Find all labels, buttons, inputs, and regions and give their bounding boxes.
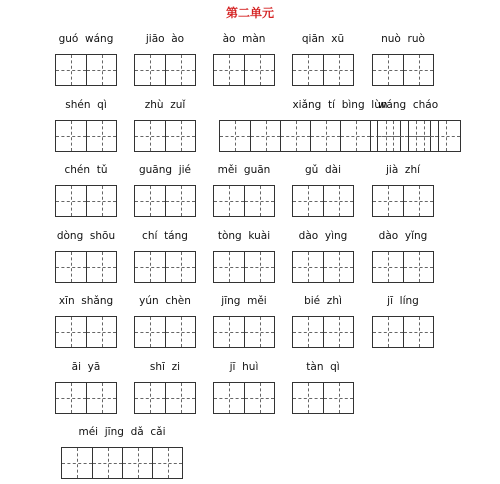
pinyin-label: yún chèn [139,295,191,307]
tianzige-cell[interactable] [214,252,244,282]
writing-box-group [292,316,354,348]
vocab-item [55,98,117,152]
writing-box-group [292,382,354,414]
tianzige-cell[interactable] [293,186,323,216]
tianzige-cell[interactable] [56,383,86,413]
tianzige-cell[interactable] [244,186,274,216]
tianzige-cell[interactable] [323,55,353,85]
tianzige-cell[interactable] [310,121,340,151]
tianzige-cell[interactable] [86,121,116,151]
tianzige-cell[interactable] [293,317,323,347]
pinyin-label: nuò ruò [381,33,425,45]
writing-box-group [55,382,117,414]
vocab-item [55,294,117,348]
tianzige-cell[interactable] [403,252,433,282]
tianzige-cell[interactable] [86,252,116,282]
writing-box-group [292,251,354,283]
tianzige-cell[interactable] [373,55,403,85]
vocab-item [292,294,354,348]
writing-box-group [134,382,196,414]
tianzige-cell[interactable] [86,383,116,413]
writing-box-group [134,251,196,283]
tianzige-cell[interactable] [378,121,408,151]
writing-box-group [55,120,117,152]
tianzige-cell[interactable] [373,186,403,216]
tianzige-cell[interactable] [250,121,280,151]
pinyin-label: dòng shōu [56,230,116,242]
vocab-item [372,229,434,283]
pinyin-label: shén qì [65,99,107,111]
tianzige-cell[interactable] [86,186,116,216]
vocab-item [134,294,196,348]
tianzige-cell[interactable] [165,383,195,413]
vocab-item [372,163,434,217]
tianzige-cell[interactable] [165,55,195,85]
tianzige-cell[interactable] [62,448,92,478]
vocab-item [134,163,196,217]
tianzige-cell[interactable] [165,317,195,347]
tianzige-cell[interactable] [135,121,165,151]
tianzige-cell[interactable] [373,317,403,347]
tianzige-cell[interactable] [56,121,86,151]
tianzige-cell[interactable] [403,186,433,216]
writing-box-group [372,185,434,217]
writing-box-group [377,120,439,152]
tianzige-cell[interactable] [56,55,86,85]
pinyin-label: ào màn [222,33,266,45]
writing-box-group [134,120,196,152]
page-title: 第二单元 [225,6,274,20]
tianzige-cell[interactable] [280,121,310,151]
vocab-item [61,425,183,479]
vocab-item [213,163,275,217]
tianzige-cell[interactable] [244,317,274,347]
vocab-item [292,360,354,414]
tianzige-cell[interactable] [135,252,165,282]
tianzige-cell[interactable] [293,252,323,282]
tianzige-cell[interactable] [323,383,353,413]
tianzige-cell[interactable] [165,121,195,151]
pinyin-label: chén tǔ [64,164,108,176]
writing-box-group [372,54,434,86]
tianzige-cell[interactable] [244,252,274,282]
tianzige-cell[interactable] [122,448,152,478]
pinyin-label: jiāo ào [145,33,185,45]
tianzige-cell[interactable] [323,317,353,347]
vocab-item [213,229,275,283]
pinyin-label: jīng měi [221,295,267,307]
writing-box-group [372,316,434,348]
pinyin-label: āi yā [71,361,101,373]
writing-box-group [213,316,275,348]
tianzige-cell[interactable] [220,121,250,151]
writing-box-group [213,251,275,283]
writing-box-group [61,447,183,479]
writing-box-group [213,185,275,217]
writing-box-group [134,316,196,348]
tianzige-cell[interactable] [135,317,165,347]
vocab-item [134,229,196,283]
pinyin-label: dào yǐng [378,230,428,242]
tianzige-cell[interactable] [323,186,353,216]
tianzige-cell[interactable] [135,186,165,216]
writing-box-group [213,54,275,86]
vocab-item [377,98,439,152]
writing-box-group [213,382,275,414]
pinyin-label: jī huì [229,361,259,373]
pinyin-label: méi jīng dǎ cǎi [78,426,166,438]
tianzige-cell[interactable] [135,55,165,85]
tianzige-cell[interactable] [323,252,353,282]
vocab-item [55,163,117,217]
pinyin-label: shī zi [149,361,181,373]
tianzige-cell[interactable] [340,121,370,151]
writing-box-group [292,185,354,217]
pinyin-label: xīn shǎng [58,295,114,307]
tianzige-cell[interactable] [92,448,122,478]
tianzige-cell[interactable] [244,55,274,85]
tianzige-cell[interactable] [86,317,116,347]
writing-box-group [134,54,196,86]
vocab-item [292,229,354,283]
pinyin-label: xiǎng tí bìng lùn [292,99,388,111]
tianzige-cell[interactable] [214,55,244,85]
tianzige-cell[interactable] [293,383,323,413]
tianzige-cell[interactable] [373,252,403,282]
pinyin-label: tòng kuài [217,230,271,242]
vocab-item [213,360,275,414]
writing-box-group [292,54,354,86]
pinyin-label: gǔ dài [304,164,341,176]
vocab-item [213,32,275,86]
vocab-item [213,294,275,348]
tianzige-cell[interactable] [214,186,244,216]
tianzige-cell[interactable] [56,317,86,347]
tianzige-cell[interactable] [152,448,182,478]
vocab-item [292,32,354,86]
vocab-item [55,32,117,86]
tianzige-cell[interactable] [165,252,195,282]
tianzige-cell[interactable] [408,121,438,151]
vocab-item [134,360,196,414]
vocab-item [372,32,434,86]
pinyin-label: zhù zuǐ [144,99,186,111]
writing-box-group [55,54,117,86]
tianzige-cell[interactable] [293,55,323,85]
writing-box-group [55,316,117,348]
pinyin-label: qiān xū [301,33,345,45]
writing-box-group [55,251,117,283]
vocab-item [292,163,354,217]
writing-box-group [134,185,196,217]
pinyin-label: guó wáng [58,33,114,45]
pinyin-label: wáng cháo [377,99,439,111]
pinyin-label: jī líng [387,295,419,307]
writing-box-group [55,185,117,217]
tianzige-cell[interactable] [135,383,165,413]
pinyin-label: měi guān [217,164,271,176]
tianzige-cell[interactable] [56,252,86,282]
vocab-item [372,294,434,348]
pinyin-label: bié zhì [304,295,342,307]
pinyin-label: dào yìng [298,230,348,242]
tianzige-cell[interactable] [244,383,274,413]
writing-box-group [372,251,434,283]
pinyin-label: tàn qì [306,361,340,373]
vocab-item [55,229,117,283]
vocab-item [134,32,196,86]
vocab-item [134,98,196,152]
tianzige-cell[interactable] [214,317,244,347]
pinyin-label: jià zhí [385,164,421,176]
tianzige-cell[interactable] [403,55,433,85]
pinyin-label: guāng jié [138,164,192,176]
tianzige-cell[interactable] [86,55,116,85]
tianzige-cell[interactable] [403,317,433,347]
tianzige-cell[interactable] [214,383,244,413]
vocab-item [55,360,117,414]
pinyin-label: chí táng [142,230,188,242]
tianzige-cell[interactable] [56,186,86,216]
tianzige-cell[interactable] [165,186,195,216]
